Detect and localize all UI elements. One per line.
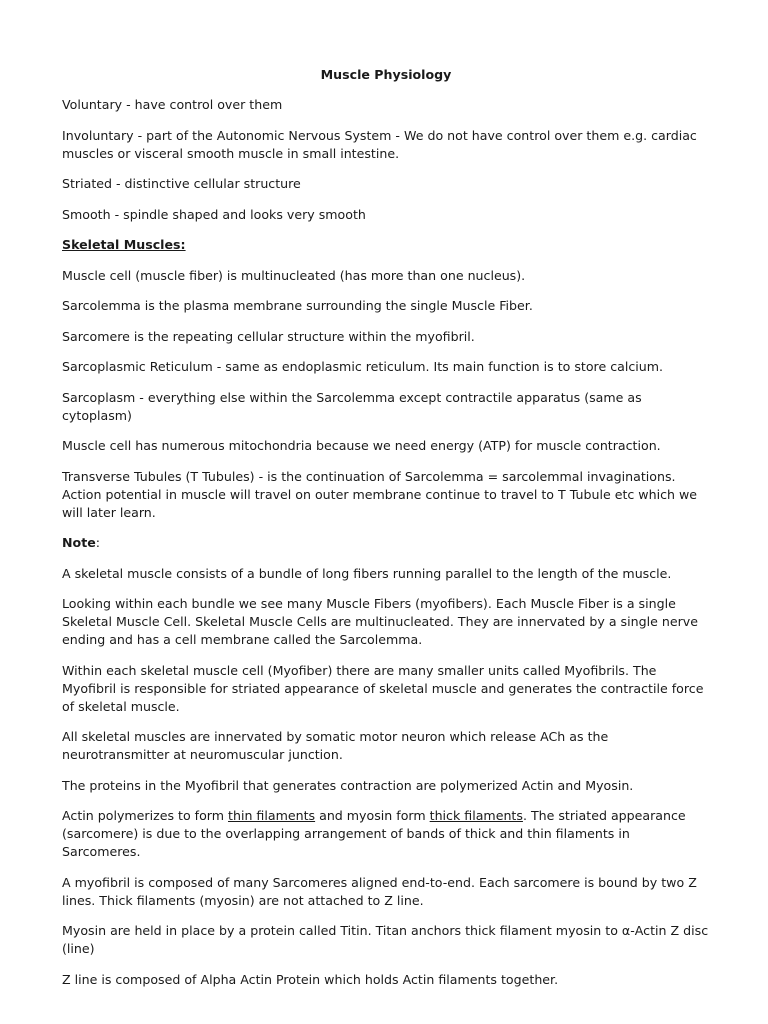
thick-filaments-term: thick filaments <box>429 808 523 823</box>
paragraph-myofibril-sarcomeres: A myofibril is composed of many Sarcomeres aligned end-to-end. Each sarcomere is bound by two Z lines. Thick filaments (myosin) are not attached to Z line. <box>62 874 697 908</box>
paragraph-myofibrils: Within each skeletal muscle cell (Myofiber) there are many smaller units called Myofibrils. The Myofibril is responsible for striated appearance of skeletal muscle and generates the contractile force of skeletal muscle. <box>62 662 704 714</box>
paragraph-muscle-fibers: Looking within each bundle we see many Muscle Fibers (myofibers). Each Muscle Fiber is a single Skeletal Muscle Cell. Skeletal Muscle Cells are multinucleated. They are innervated by a single nerve ending and has a cell membrane called the Sarcolemma. <box>62 596 698 647</box>
paragraph-sarcolemma: Sarcolemma is the plasma membrane surrounding the single Muscle Fiber. <box>62 298 533 313</box>
note-colon: : <box>95 535 101 550</box>
page-title: Muscle Physiology <box>320 67 452 82</box>
thin-filaments-term: thin filaments <box>228 808 316 823</box>
paragraph-proteins: The proteins in the Myofibril that generates contraction are polymerized Actin and Myosin. <box>62 777 634 793</box>
note-heading <box>62 534 710 552</box>
paragraph-t-tubules: Transverse Tubules (T Tubules) - is the continuation of Sarcolemma = sarcolemmal invaginations. Action potential in muscle will travel on outer membrane continue to travel to T Tubule etc which we will later learn. <box>62 468 698 520</box>
note-label: Note <box>62 535 96 550</box>
actin-text-1: Actin polymerizes to form <box>62 808 229 823</box>
section-heading-skeletal-muscles: Skeletal Muscles: <box>62 237 186 252</box>
paragraph-sarcomere: Sarcomere is the repeating cellular structure within the myofibril. <box>62 328 475 344</box>
paragraph-smooth: Smooth - spindle shaped and looks very smooth <box>62 206 366 222</box>
paragraph-titin: Myosin are held in place by a protein called Titin. Titan anchors thick filament myosin to α-Actin Z disc (line) <box>62 923 709 956</box>
paragraph-innervation: All skeletal muscles are innervated by somatic motor neuron which release ACh as the neurotransmitter at neuromuscular junction. <box>62 729 609 762</box>
paragraph-muscle-cell: Muscle cell (muscle fiber) is multinucleated (has more than one nucleus). <box>62 267 526 283</box>
paragraph-voluntary: Voluntary - have control over them <box>62 97 283 112</box>
paragraph-sarcoplasm: Sarcoplasm - everything else within the Sarcolemma except contractile apparatus (same as cytoplasm) <box>62 389 642 423</box>
paragraph-z-line: Z line is composed of Alpha Actin Protein which holds Actin filaments together. <box>62 971 559 987</box>
paragraph-striated: Striated - distinctive cellular structure <box>62 176 301 191</box>
paragraph-bundle: A skeletal muscle consists of a bundle of long fibers running parallel to the length of the muscle. <box>62 565 672 581</box>
actin-text-3: . The striated appearance (sarcomere) is due to the overlapping arrangement of bands of thick and thin filaments in Sarcomeres. <box>62 808 686 859</box>
paragraph-involuntary: Involuntary - part of the Autonomic Nervous System - We do not have control over them e.g. cardiac muscles or visceral smooth muscle in small intestine. <box>62 127 697 161</box>
paragraph-sarcoplasmic-reticulum: Sarcoplasmic Reticulum - same as endoplasmic reticulum. Its main function is to store calcium. <box>62 359 664 374</box>
actin-text-2: and myosin form <box>315 808 430 823</box>
paragraph-mitochondria: Muscle cell has numerous mitochondria because we need energy (ATP) for muscle contraction. <box>62 438 661 453</box>
paragraph-actin-myosin <box>62 807 710 861</box>
